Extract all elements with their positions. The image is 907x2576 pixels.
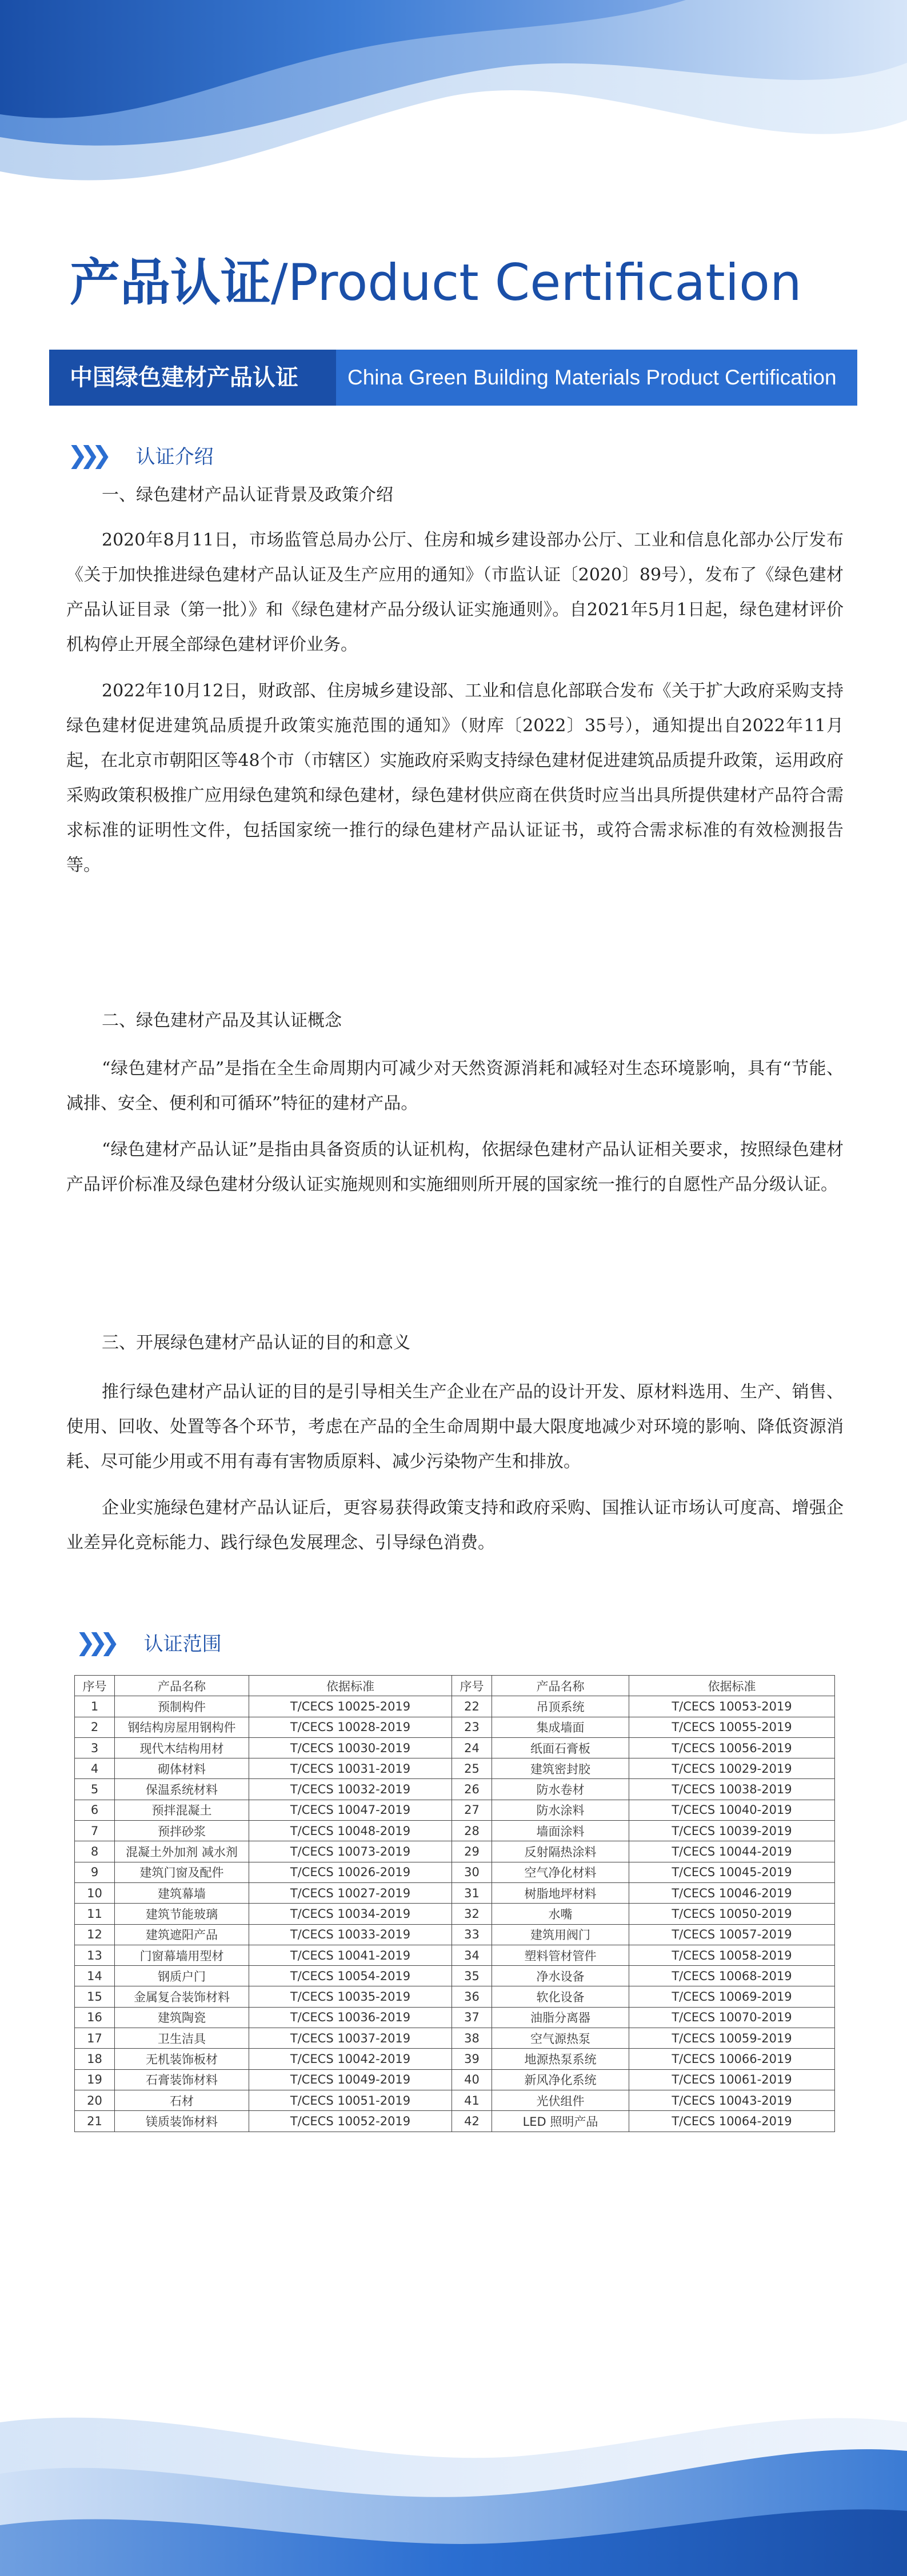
table-row bbox=[75, 1882, 835, 1903]
table-cell: 建筑门窗及配件 bbox=[115, 1862, 249, 1882]
table-row bbox=[75, 1986, 835, 2007]
table-cell: 23 bbox=[452, 1717, 492, 1737]
table-row bbox=[75, 1737, 835, 1758]
table-row bbox=[75, 2028, 835, 2049]
table-cell: 卫生洁具 bbox=[115, 2028, 249, 2049]
table-cell: 5 bbox=[75, 1779, 115, 1800]
intro-paragraphs-3 bbox=[66, 1375, 844, 1560]
page-title bbox=[70, 251, 802, 314]
table-cell: 水嘴 bbox=[492, 1904, 629, 1924]
table-cell: T/CECS 10037-2019 bbox=[249, 2028, 452, 2049]
table-cell: LED 照明产品 bbox=[492, 2111, 629, 2132]
table-cell: T/CECS 10047-2019 bbox=[249, 1800, 452, 1820]
table-cell: T/CECS 10055-2019 bbox=[629, 1717, 835, 1737]
intro-paragraphs-1 bbox=[66, 523, 844, 883]
table-cell: T/CECS 10053-2019 bbox=[629, 1696, 835, 1717]
header-cell: 依据标准 bbox=[249, 1676, 452, 1696]
table-cell: 防水卷材 bbox=[492, 1779, 629, 1800]
subsection-title-3: 三、开展绿色建材产品认证的目的和意义 bbox=[102, 1333, 410, 1353]
table-cell: 地源热泵系统 bbox=[492, 2049, 629, 2069]
table-cell: T/CECS 10066-2019 bbox=[629, 2049, 835, 2069]
table-cell: 砌体材料 bbox=[115, 1758, 249, 1779]
table-cell: 10 bbox=[75, 1882, 115, 1903]
table-cell: 新风净化系统 bbox=[492, 2069, 629, 2090]
table-cell: 镁质装饰材料 bbox=[115, 2111, 249, 2132]
intro-heading-text: 认证介绍 bbox=[135, 446, 214, 468]
table-cell: 34 bbox=[452, 1945, 492, 1965]
table-row bbox=[75, 1758, 835, 1779]
table-cell: 3 bbox=[75, 1737, 115, 1758]
paragraph: “绿色建材产品”是指在全生命周期内可减少对天然资源消耗和减轻对生态环境影响，具有“节能、减排、安全、便利和可循环”特征的建材产品。 bbox=[66, 1059, 844, 1113]
table-cell: 33 bbox=[452, 1924, 492, 1945]
table-cell: 17 bbox=[75, 2028, 115, 2049]
table-cell: 无机装饰板材 bbox=[115, 2049, 249, 2069]
table-row bbox=[75, 2007, 835, 2028]
table-cell: T/CECS 10049-2019 bbox=[249, 2069, 452, 2090]
table-cell: 21 bbox=[75, 2111, 115, 2132]
page-title-en: Product Certification bbox=[287, 253, 802, 312]
table-cell: 12 bbox=[75, 1924, 115, 1945]
table-cell: T/CECS 10070-2019 bbox=[629, 2007, 835, 2028]
table-cell: 31 bbox=[452, 1882, 492, 1903]
table-cell: T/CECS 10027-2019 bbox=[249, 1882, 452, 1903]
table-cell: T/CECS 10057-2019 bbox=[629, 1924, 835, 1945]
table-cell: T/CECS 10045-2019 bbox=[629, 1862, 835, 1882]
table-cell: 门窗幕墙用型材 bbox=[115, 1945, 249, 1965]
header-cell: 产品名称 bbox=[115, 1676, 249, 1696]
table-row bbox=[75, 1862, 835, 1882]
table-row bbox=[75, 1800, 835, 1820]
table-cell: T/CECS 10029-2019 bbox=[629, 1758, 835, 1779]
scope-table-body bbox=[75, 1696, 835, 2132]
table-cell: T/CECS 10043-2019 bbox=[629, 2090, 835, 2110]
table-cell: T/CECS 10061-2019 bbox=[629, 2069, 835, 2090]
table-cell: 现代木结构用材 bbox=[115, 1737, 249, 1758]
table-cell: T/CECS 10069-2019 bbox=[629, 1986, 835, 2007]
table-row bbox=[75, 2049, 835, 2069]
table-cell: 混凝土外加剂 减水剂 bbox=[115, 1841, 249, 1862]
chevron-right-icon: ❯❯❯ bbox=[75, 1628, 112, 1656]
table-cell: 4 bbox=[75, 1758, 115, 1779]
table-cell: 预拌砂浆 bbox=[115, 1821, 249, 1841]
table-cell: 8 bbox=[75, 1841, 115, 1862]
table-cell: 19 bbox=[75, 2069, 115, 2090]
table-cell: T/CECS 10033-2019 bbox=[249, 1924, 452, 1945]
table-cell: T/CECS 10052-2019 bbox=[249, 2111, 452, 2132]
table-cell: T/CECS 10042-2019 bbox=[249, 2049, 452, 2069]
table-cell: T/CECS 10030-2019 bbox=[249, 1737, 452, 1758]
table-cell: 空气源热泵 bbox=[492, 2028, 629, 2049]
table-cell: 24 bbox=[452, 1737, 492, 1758]
table-cell: T/CECS 10028-2019 bbox=[249, 1717, 452, 1737]
chevron-right-icon: ❯❯❯ bbox=[67, 441, 104, 469]
table-cell: 金属复合装饰材料 bbox=[115, 1986, 249, 2007]
table-cell: 16 bbox=[75, 2007, 115, 2028]
table-cell: 吊顶系统 bbox=[492, 1696, 629, 1717]
table-header-row bbox=[75, 1676, 835, 1696]
table-cell: 39 bbox=[452, 2049, 492, 2069]
banner-zh: 中国绿色建材产品认证 bbox=[49, 350, 336, 406]
table-cell: 集成墙面 bbox=[492, 1717, 629, 1737]
table-cell: 40 bbox=[452, 2069, 492, 2090]
table-cell: T/CECS 10056-2019 bbox=[629, 1737, 835, 1758]
table-cell: 11 bbox=[75, 1904, 115, 1924]
table-cell: 29 bbox=[452, 1841, 492, 1862]
table-cell: 建筑幕墙 bbox=[115, 1882, 249, 1903]
subsection-title-1: 一、绿色建材产品认证背景及政策介绍 bbox=[102, 485, 393, 505]
banner-en: China Green Building Materials Product Certification bbox=[336, 350, 857, 406]
subsection-title-2: 二、绿色建材产品及其认证概念 bbox=[102, 1011, 342, 1031]
table-cell: T/CECS 10046-2019 bbox=[629, 1882, 835, 1903]
scope-table bbox=[74, 1675, 835, 2132]
table-cell: T/CECS 10058-2019 bbox=[629, 1945, 835, 1965]
table-cell: T/CECS 10041-2019 bbox=[249, 1945, 452, 1965]
table-cell: 塑料管材管件 bbox=[492, 1945, 629, 1965]
page-title-zh: 产品认证 bbox=[70, 253, 271, 312]
paragraph: “绿色建材产品认证”是指由具备资质的认证机构，依据绿色建材产品认证相关要求，按照绿色建材产品评价标准及绿色建材分级认证实施规则和实施细则所开展的国家统一推行的自愿性产品分级认证。 bbox=[66, 1140, 844, 1195]
table-cell: 25 bbox=[452, 1758, 492, 1779]
table-cell: 32 bbox=[452, 1904, 492, 1924]
top-wave-decoration bbox=[0, 0, 907, 223]
header-cell: 产品名称 bbox=[492, 1676, 629, 1696]
table-cell: T/CECS 10051-2019 bbox=[249, 2090, 452, 2110]
table-cell: 28 bbox=[452, 1821, 492, 1841]
table-cell: T/CECS 10050-2019 bbox=[629, 1904, 835, 1924]
table-cell: 石膏装饰材料 bbox=[115, 2069, 249, 2090]
table-row bbox=[75, 1779, 835, 1800]
header-cell: 序号 bbox=[452, 1676, 492, 1696]
table-cell: 22 bbox=[452, 1696, 492, 1717]
table-cell: T/CECS 10048-2019 bbox=[249, 1821, 452, 1841]
table-cell: 13 bbox=[75, 1945, 115, 1965]
table-cell: 37 bbox=[452, 2007, 492, 2028]
table-cell: T/CECS 10025-2019 bbox=[249, 1696, 452, 1717]
table-row bbox=[75, 2069, 835, 2090]
table-cell: 41 bbox=[452, 2090, 492, 2110]
table-cell: T/CECS 10073-2019 bbox=[249, 1841, 452, 1862]
table-cell: 石材 bbox=[115, 2090, 249, 2110]
table-cell: 15 bbox=[75, 1986, 115, 2007]
table-cell: 建筑节能玻璃 bbox=[115, 1904, 249, 1924]
table-row bbox=[75, 1821, 835, 1841]
scope-heading bbox=[75, 1628, 222, 1656]
table-cell: T/CECS 10039-2019 bbox=[629, 1821, 835, 1841]
table-row bbox=[75, 2111, 835, 2132]
table-cell: T/CECS 10059-2019 bbox=[629, 2028, 835, 2049]
table-row bbox=[75, 1717, 835, 1737]
table-cell: 42 bbox=[452, 2111, 492, 2132]
table-cell: T/CECS 10034-2019 bbox=[249, 1904, 452, 1924]
table-row bbox=[75, 1945, 835, 1965]
table-cell: 墙面涂料 bbox=[492, 1821, 629, 1841]
table-cell: T/CECS 10038-2019 bbox=[629, 1779, 835, 1800]
header-cell: 序号 bbox=[75, 1676, 115, 1696]
paragraph: 2020年8月11日，市场监管总局办公厅、住房和城乡建设部办公厅、工业和信息化部办公厅发布《关于加快推进绿色建材产品认证及生产应用的通知》（市监认证〔2020〕89号），发布了《绿色建材产品认证目录（第一批）》和《绿色建材产品分级认证实施通则》。自2021年5月1日起，绿色建材评价机构停止开展全部绿色建材评价业务。 bbox=[66, 530, 844, 655]
table-cell: 1 bbox=[75, 1696, 115, 1717]
intro-heading bbox=[67, 441, 214, 469]
table-cell: 27 bbox=[452, 1800, 492, 1820]
page-title-sep: / bbox=[271, 253, 288, 312]
header-cell: 依据标准 bbox=[629, 1676, 835, 1696]
table-cell: 预制构件 bbox=[115, 1696, 249, 1717]
table-cell: 保温系统材料 bbox=[115, 1779, 249, 1800]
table-cell: T/CECS 10040-2019 bbox=[629, 1800, 835, 1820]
table-cell: T/CECS 10044-2019 bbox=[629, 1841, 835, 1862]
table-cell: 7 bbox=[75, 1821, 115, 1841]
table-cell: T/CECS 10026-2019 bbox=[249, 1862, 452, 1882]
table-row bbox=[75, 1966, 835, 1986]
table-cell: 纸面石膏板 bbox=[492, 1737, 629, 1758]
paragraph: 2022年10月12日，财政部、住房城乡建设部、工业和信息化部联合发布《关于扩大政府采购支持绿色建材促进建筑品质提升政策实施范围的通知》（财库〔2022〕35号），通知提出自2022年11月起，在北京市朝阳区等48个市（市辖区）实施政府采购支持绿色建材促进建筑品质提升政策，运用政府采购政策积极推广应用绿色建筑和绿色建材，绿色建材供应商在供货时应当出具所提供建材产品符合需求标准的证明性文件，包括国家统一推行的绿色建材产品认证证书，或符合需求标准的有效检测报告等。 bbox=[66, 681, 844, 875]
table-cell: T/CECS 10031-2019 bbox=[249, 1758, 452, 1779]
table-cell: T/CECS 10032-2019 bbox=[249, 1779, 452, 1800]
table-cell: 软化设备 bbox=[492, 1986, 629, 2007]
table-cell: T/CECS 10054-2019 bbox=[249, 1966, 452, 1986]
bottom-wave-decoration bbox=[0, 2388, 907, 2576]
table-cell: 防水涂料 bbox=[492, 1800, 629, 1820]
intro-paragraphs-2 bbox=[66, 1051, 844, 1202]
table-cell: T/CECS 10036-2019 bbox=[249, 2007, 452, 2028]
paragraph: 企业实施绿色建材产品认证后，更容易获得政策支持和政府采购、国推认证市场认可度高、增强企业差异化竞标能力、践行绿色发展理念、引导绿色消费。 bbox=[66, 1498, 844, 1553]
scope-heading-text: 认证范围 bbox=[143, 1633, 222, 1656]
table-row bbox=[75, 1904, 835, 1924]
scope-table-wrapper bbox=[74, 1675, 834, 2132]
table-row bbox=[75, 1696, 835, 1717]
table-row bbox=[75, 2090, 835, 2110]
table-cell: 26 bbox=[452, 1779, 492, 1800]
table-cell: 树脂地坪材料 bbox=[492, 1882, 629, 1903]
table-cell: 20 bbox=[75, 2090, 115, 2110]
table-cell: 30 bbox=[452, 1862, 492, 1882]
table-cell: 36 bbox=[452, 1986, 492, 2007]
table-row bbox=[75, 1841, 835, 1862]
table-row bbox=[75, 1924, 835, 1945]
table-cell: 空气净化材料 bbox=[492, 1862, 629, 1882]
table-cell: 油脂分离器 bbox=[492, 2007, 629, 2028]
table-cell: 反射隔热涂料 bbox=[492, 1841, 629, 1862]
table-cell: 38 bbox=[452, 2028, 492, 2049]
table-cell: T/CECS 10035-2019 bbox=[249, 1986, 452, 2007]
section-banner bbox=[49, 350, 857, 406]
table-cell: 18 bbox=[75, 2049, 115, 2069]
table-cell: 预拌混凝土 bbox=[115, 1800, 249, 1820]
table-cell: 6 bbox=[75, 1800, 115, 1820]
table-cell: 钢质户门 bbox=[115, 1966, 249, 1986]
table-cell: T/CECS 10068-2019 bbox=[629, 1966, 835, 1986]
table-cell: 建筑密封胶 bbox=[492, 1758, 629, 1779]
table-cell: 净水设备 bbox=[492, 1966, 629, 1986]
table-cell: 建筑陶瓷 bbox=[115, 2007, 249, 2028]
table-cell: 建筑遮阳产品 bbox=[115, 1924, 249, 1945]
table-cell: 建筑用阀门 bbox=[492, 1924, 629, 1945]
table-cell: 9 bbox=[75, 1862, 115, 1882]
table-cell: 14 bbox=[75, 1966, 115, 1986]
table-cell: 35 bbox=[452, 1966, 492, 1986]
table-cell: 光伏组件 bbox=[492, 2090, 629, 2110]
table-cell: 钢结构房屋用钢构件 bbox=[115, 1717, 249, 1737]
table-cell: T/CECS 10064-2019 bbox=[629, 2111, 835, 2132]
table-cell: 2 bbox=[75, 1717, 115, 1737]
paragraph: 推行绿色建材产品认证的目的是引导相关生产企业在产品的设计开发、原材料选用、生产、销售、使用、回收、处置等各个环节，考虑在产品的全生命周期中最大限度地减少对环境的影响、降低资源消耗、尽可能少用或不用有毒有害物质原料、减少污染物产生和排放。 bbox=[66, 1382, 844, 1472]
